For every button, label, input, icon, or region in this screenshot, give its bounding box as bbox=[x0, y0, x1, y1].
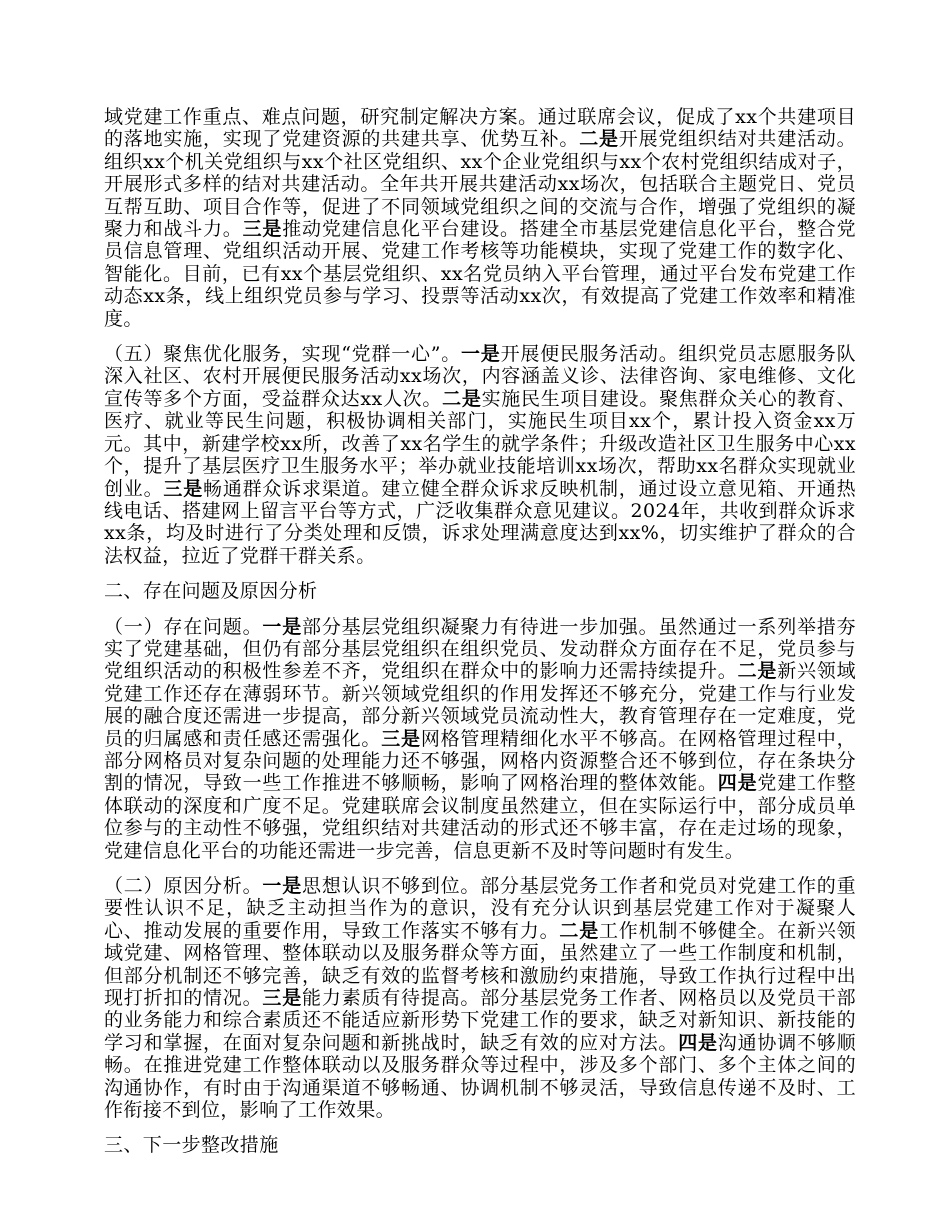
enumerator-emphasis: 一是 bbox=[262, 615, 303, 638]
enumerator-emphasis: 二是 bbox=[579, 128, 619, 151]
text-run: （二）原因分析。 bbox=[104, 875, 263, 897]
enumerator-emphasis: 二是 bbox=[442, 387, 482, 410]
document-page bbox=[104, 106, 856, 1170]
text-run: 能力素质有待提高。部分基层党务工作者、网格员以及党员干部的业务能力和综合素质还不能适应新形势下党建工作的要求，缺乏对新知识、新技能的学习和掌握，在面对复杂问题和新挑战时，缺乏有效的应对方法。 bbox=[104, 987, 857, 1054]
text-run: 二、存在问题及原因分析 bbox=[104, 580, 318, 603]
text-run: 畅通群众诉求渠道。建立健全群众诉求反映机制，通过设立意见箱、开通热线电话、搭建网上留言平台等方式，广泛收集群众意见建议。2024年，共收到群众诉求xx条，均及时进行了分类处理和反馈，诉求处理满意度达到xx%，切实维护了群众的合法权益，拉近了党群干群关系。 bbox=[104, 477, 857, 567]
text-run: 域党建工作重点、难点问题，研究制定解决方案。通过联席会议，促成了xx个共建项目的落地实施，实现了党建资源的共建共享、优势互补。 bbox=[104, 106, 856, 151]
text-run: 工作机制不够健全。在新兴领域党建、网格管理、整体联动以及服务群众等方面，虽然建立了一些工作制度和机制，但部分机制还不够完善，缺乏有效的监督考核和激励约束措施，导致工作执行过程中出现打折扣的情况。 bbox=[104, 919, 856, 1010]
enumerator-emphasis: 一是 bbox=[461, 343, 501, 366]
enumerator-emphasis: 一是 bbox=[262, 875, 303, 897]
text-run: 新兴领域党建工作还存在薄弱环节。新兴领域党组织的作用发挥还不够充分，党建工作与行业发展的融合度还需进一步提高，部分新兴领域党员流动性大，教育管理存在一定难度，党员的归属感和责任感还需强化。 bbox=[104, 660, 856, 750]
enumerator-emphasis: 三是 bbox=[163, 477, 204, 500]
enumerator-emphasis: 三是 bbox=[242, 218, 283, 241]
text-run: 实施民生项目建设。聚焦群众关心的教育、医疗、就业等民生问题，积极协调相关部门，实施民生项目xx个，累计投入资金xx万元。其中，新建学校xx所，改善了xx名学生的就学条件；升级改造社区卫生服务中心xx个，提升了基层医疗卫生服务水平；举办就业技能培训xx场次，帮助xx名群众实现就业创业。 bbox=[104, 387, 856, 500]
enumerator-emphasis: 二是 bbox=[559, 919, 599, 942]
text-run: 推动党建信息化平台建设。搭建全市基层党建信息化平台，整合党员信息管理、党组织活动开展、党建工作考核等功能模块，实现了党建工作的数字化、智能化。目前，已有xx个基层党组织、xx名党员纳入平台管理，通过平台发布党建工作动态xx条，线上组织党员参与学习、投票等活动xx次，有效提高了党建工作效率和精准度。 bbox=[104, 218, 856, 330]
enumerator-emphasis: 二是 bbox=[737, 660, 778, 683]
enumerator-emphasis: 四是 bbox=[678, 1031, 718, 1054]
enumerator-emphasis: 四是 bbox=[717, 772, 758, 795]
text-run: 沟通协调不够顺畅。在推进党建工作整体联动以及服务群众等过程中，涉及多个部门、多个主体之间的沟通协作，有时由于沟通渠道不够畅通、协调机制不够灵活，导致信息传递不及时、工作衔接不到位，影响了工作效果。 bbox=[104, 1031, 856, 1122]
paragraph bbox=[104, 343, 856, 567]
enumerator-emphasis: 三是 bbox=[381, 727, 421, 750]
text-run: 思想认识不够到位。部分基层党务工作者和党员对党建工作的重要性认识不足，缺乏主动担当作为的意识，没有充分认识到基层党建工作对于凝聚人心、推动发展的重要作用，导致工作落实不够有力。 bbox=[104, 875, 857, 942]
text-run: （一）存在问题。 bbox=[104, 615, 263, 638]
paragraph bbox=[104, 616, 856, 862]
section-heading bbox=[104, 1134, 856, 1156]
text-run: 网格管理精细化水平不够高。在网格管理过程中，部分网格员对复杂问题的处理能力还不够强，网格内资源整合还不够到位，存在条块分割的情况，导致一些工作推进不够顺畅，影响了网格治理的整体效能。 bbox=[104, 727, 856, 795]
enumerator-emphasis: 三是 bbox=[262, 987, 303, 1010]
paragraph bbox=[104, 875, 856, 1121]
text-run: （五）聚焦优化服务，实现“党群一心”。 bbox=[104, 343, 462, 366]
section-heading bbox=[104, 580, 856, 602]
text-run: 部分基层党组织凝聚力有待进一步加强。虽然通过一系列举措夯实了党建基础，但仍有部分基层党组织在组织党员、发动群众方面存在不足，党员参与党组织活动的积极性参差不齐，党组织在群众中的影响力还需持续提升。 bbox=[104, 615, 857, 683]
paragraph bbox=[104, 106, 856, 330]
text-run: 三、下一步整改措施 bbox=[104, 1134, 279, 1157]
text-run: 开展党组织结对共建活动。组织xx个机关党组织与xx个社区党组织、xx个企业党组织与xx个农村党组织结成对子，开展形式多样的结对共建活动。全年共开展共建活动xx场次，包括联合主题党日、党员互帮互助、项目合作等，促进了不同领域党组织之间的交流与合作，增强了党组织的凝聚力和战斗力。 bbox=[104, 128, 856, 241]
text-run: 开展便民服务活动。组织党员志愿服务队深入社区、农村开展便民服务活动xx场次，内容涵盖义诊、法律咨询、家电维修、文化宣传等多个方面，受益群众达xx人次。 bbox=[104, 343, 857, 410]
text-run: 党建工作整体联动的深度和广度不足。党建联席会议制度虽然建立，但在实际运行中，部分成员单位参与的主动性不够强，党组织结对共建活动的形式还不够丰富，存在走过场的现象，党建信息化平台的功能还需进一步完善，信息更新不及时等问题时有发生。 bbox=[104, 772, 856, 862]
